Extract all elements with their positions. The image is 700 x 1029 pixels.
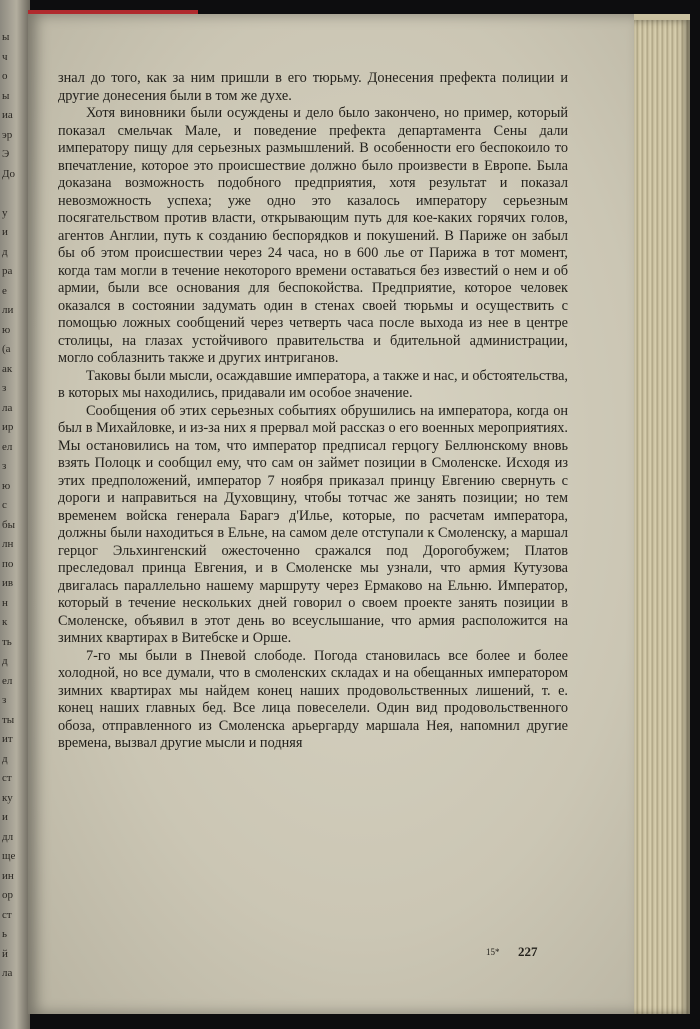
page-number: 227 bbox=[518, 944, 538, 959]
left-page-fragment: ла bbox=[2, 967, 13, 979]
left-page-fragment: ит bbox=[2, 733, 13, 745]
left-page-edge bbox=[0, 0, 30, 1029]
left-page-fragment: и bbox=[2, 811, 8, 823]
signature-mark: 15* bbox=[486, 947, 500, 957]
paragraph: Таковы были мысли, осаждавшие императора, а также и нас, и обстоятельства, в которых мы находились, придавали им особое значение. bbox=[58, 367, 568, 401]
left-page-fragment: ли bbox=[2, 304, 14, 316]
left-page-fragment: е bbox=[2, 284, 7, 297]
left-page-fragment: з bbox=[2, 694, 7, 706]
paragraph: Сообщения об этих серьезных событиях обрушились на императора, когда он был в Михайловке, и из-за них я прервал мой рассказ о его военных мероприятиях. Мы остановились на том, что император предписал герцогу Беллюнскому вновь взять Полоцк и сообщил ему, что сам он займет позиции в Смоленске. Исходя из этих предположений, император 7 ноября приказал принцу Евгению свернуть с дороги и направиться на Духовщину, чтобы тотчас же занять позиции; но тем временем войска генерала Барагэ д'Илье, которые, по расчетам императора, должны были находиться в Ельне, на самом деле отступали к Смоленску, а маршал герцог Эльхингенский ожесточенно сражался под Дорогобужем; Платов преследовал принца Евгения, и в Смоленске мы узнали, что армия Кутузова двигалась параллельно нашему маршруту через Ермаково на Ельню. Император, который в течение нескольких дней говорил о своем проекте занять позиции в Смоленске, объявил в этот день во всеуслышание, что армия расположится на зимних квартирах в Витебске и Орше. bbox=[58, 402, 568, 646]
left-page-fragment: ст bbox=[2, 908, 12, 921]
left-page-fragment: ь bbox=[2, 928, 8, 940]
left-page-fragment: к bbox=[2, 616, 8, 628]
left-page-fragment: д bbox=[2, 245, 8, 258]
left-page-fragment: ю bbox=[2, 479, 11, 492]
left-page-fragment: лн bbox=[2, 538, 14, 550]
left-page-fragment: ор bbox=[2, 889, 13, 901]
left-page-fragment: ир bbox=[2, 421, 14, 433]
left-page-fragment: эр bbox=[2, 128, 13, 141]
left-page-fragment: з bbox=[2, 382, 7, 394]
left-page-fragment: ч bbox=[2, 50, 8, 63]
left-page-fragment: бы bbox=[2, 518, 15, 531]
paragraph: знал до того, как за ним пришли в его тюрьму. Донесения префекта полиции и другие донесения были в том же духе. bbox=[58, 70, 568, 104]
left-page-fragment: ин bbox=[2, 869, 14, 882]
left-page-fragment: дл bbox=[2, 830, 14, 843]
paragraph: 7-го мы были в Пневой слободе. Погода становилась все более и более холодной, но все думали, что в смоленских складах и на обещанных императором зимних квартирах мы найдем конец наших продовольственных лишений, т. е. конец наших главных бед. Все лица повеселели. Один вид продовольственного обоза, отправленного из Смоленска арьергарду маршала Нея, напомнил другие времена, вызвал другие мысли и подняя bbox=[58, 647, 568, 751]
left-page-fragment: ак bbox=[2, 362, 13, 375]
left-page-fragment: ку bbox=[2, 791, 13, 804]
left-page-fragment: До bbox=[2, 167, 16, 180]
left-page-fragment: ст bbox=[2, 772, 12, 784]
left-page-fragment: й bbox=[2, 947, 8, 960]
left-page-fragment: с bbox=[2, 499, 7, 511]
left-page-fragment: д bbox=[2, 752, 8, 765]
left-page-fragment: ра bbox=[2, 265, 13, 277]
left-page-fragment: Э bbox=[2, 148, 10, 160]
page-block-edges bbox=[634, 20, 690, 1014]
left-page-fragment: н bbox=[2, 596, 8, 609]
left-page-fragment: (а bbox=[2, 343, 11, 355]
left-page-fragment: д bbox=[2, 655, 8, 667]
left-page-fragment: з bbox=[2, 460, 7, 472]
left-page-fragment: ть bbox=[2, 635, 12, 648]
left-page-fragment: иа bbox=[2, 109, 13, 121]
left-page-fragment: о bbox=[2, 70, 8, 82]
left-page-fragment: ы bbox=[2, 31, 10, 43]
page-footer bbox=[486, 944, 576, 964]
left-page-fragment: ив bbox=[2, 577, 14, 589]
left-page-fragment: и bbox=[2, 226, 8, 238]
left-page-fragment: ла bbox=[2, 401, 13, 414]
left-page-fragment: по bbox=[2, 557, 14, 570]
paragraph: Хотя виновники были осуждены и дело было закончено, но пример, который показал смельчак Мале, и поведение префекта департамента Сены дали императору пищу для серьезных размышлений. В особенности его беспокоило то впечатление, которое это происшествие должно было произвести в Европе. Была доказана возможность подобного предприятия, хотя результат и показал невозможность успеха; уже одно это казалось императору серьезным посягательством против власти, открывающим путь для кое-каких горячих голов, агентов Англии, путь к созданию беспорядков и покушений. В Париже он забыл бы об этом происшествии через 24 часа, но в 600 лье от Парижа в тот момент, когда там могли в течение некоторого времени оставаться без известий о нем и об армии, были все основания для беспокойства. Предприятие, которое человек оказался в состоянии задумать один в стенах своей тюрьмы и осуществить с помощью ложных сообщений через четверть часа после выхода из нее в центре столицы, на глазах устойчивого правительства и бдительной администрации, могло соблазнить также и других интриганов. bbox=[58, 105, 568, 366]
page-text bbox=[58, 70, 568, 753]
left-page-fragment: ты bbox=[2, 713, 15, 726]
left-page-fragment: у bbox=[2, 206, 8, 219]
left-page-fragment: ще bbox=[2, 850, 16, 862]
left-page-fragment: ел bbox=[2, 440, 13, 453]
left-page-fragment: ел bbox=[2, 674, 13, 687]
left-page-fragment: ю bbox=[2, 323, 11, 336]
left-page-fragment: ы bbox=[2, 89, 10, 102]
